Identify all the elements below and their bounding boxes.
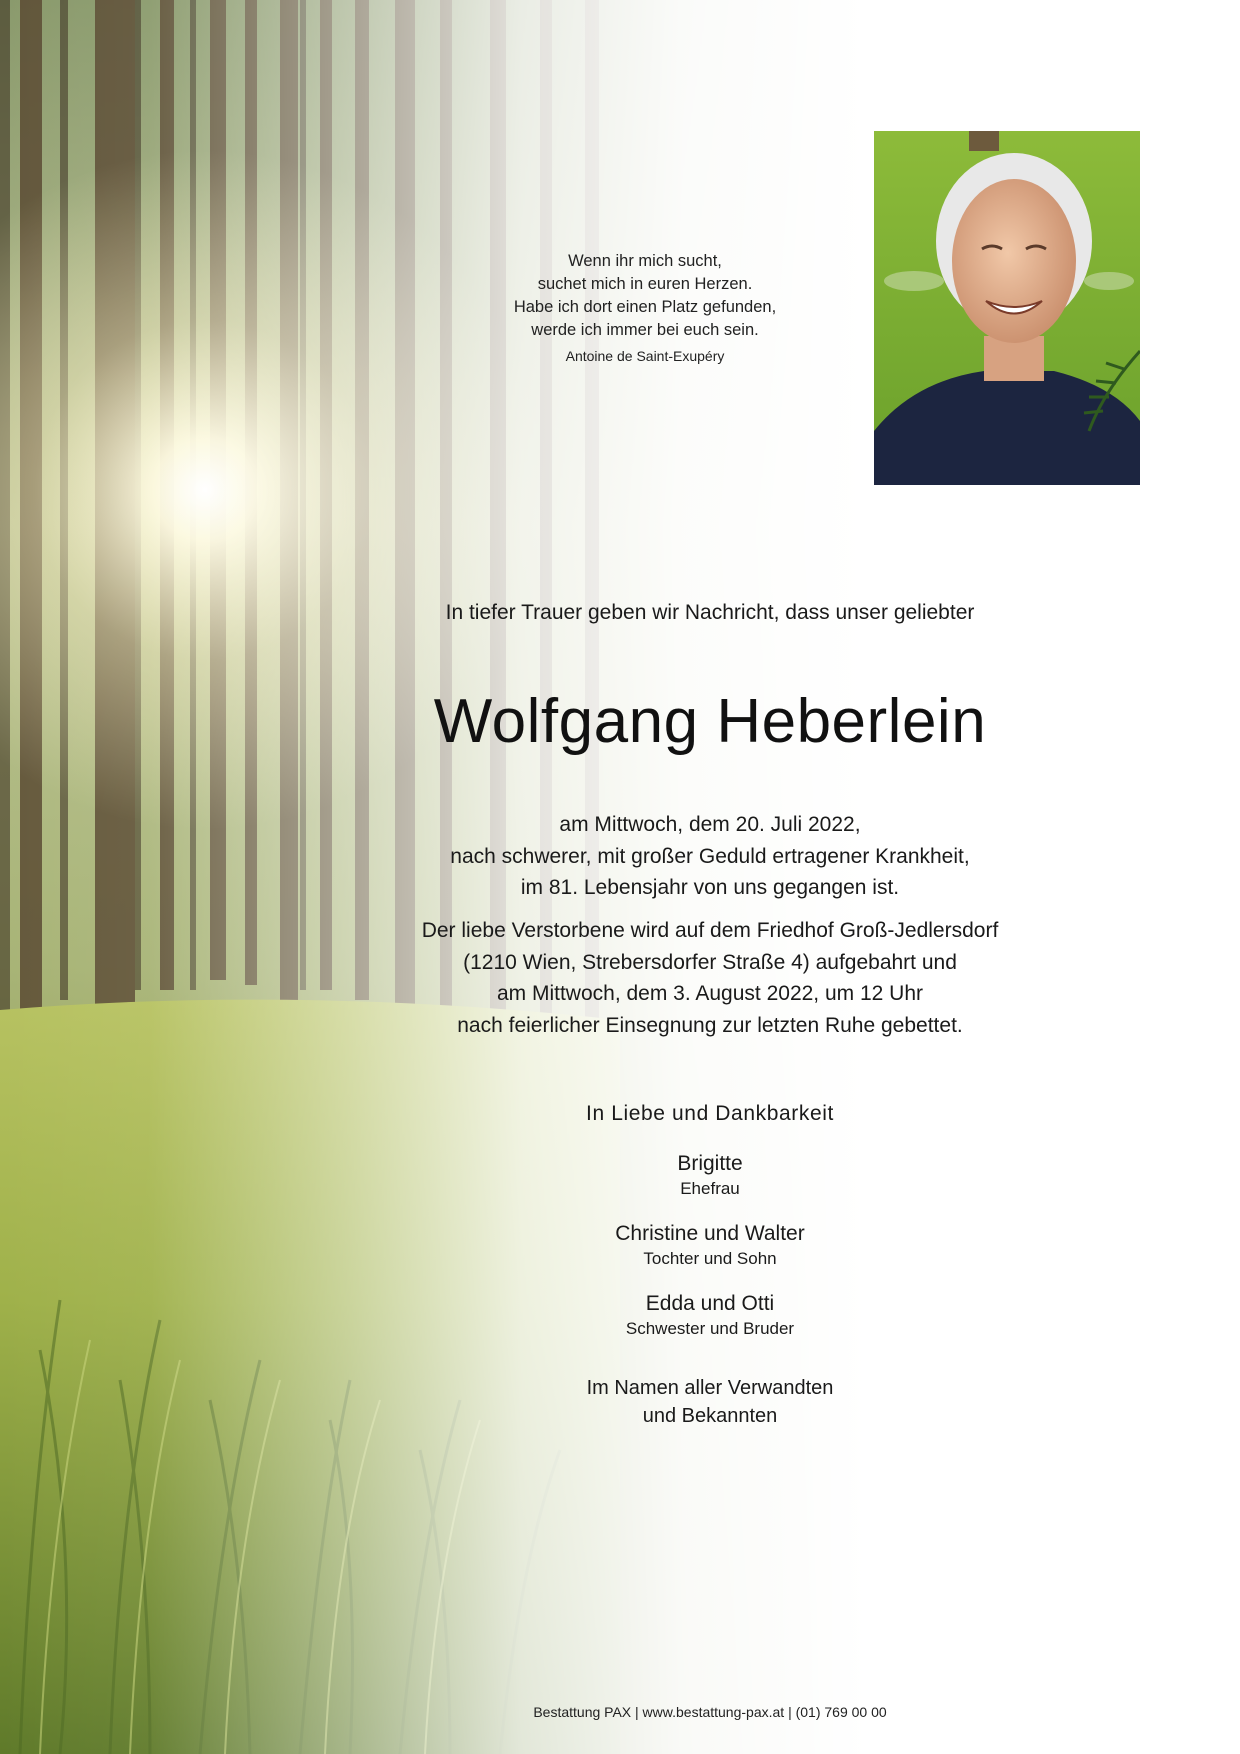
- death-notice-paragraph: [300, 809, 1120, 904]
- paragraph-line: am Mittwoch, dem 20. Juli 2022,: [559, 813, 861, 836]
- paragraph-line: am Mittwoch, dem 3. August 2022, um 12 Uhr: [496, 982, 924, 1005]
- mourner-name: Edda und Otti: [645, 1292, 775, 1315]
- intro-text: In tiefer Trauer geben wir Nachricht, dass unser geliebter: [445, 601, 975, 624]
- mourner-role: Ehefrau: [680, 1179, 740, 1198]
- quote-line: suchet mich in euren Herzen.: [537, 275, 753, 293]
- mourner-item: [300, 1220, 1120, 1270]
- paragraph-line: nach feierlicher Einsegnung zur letzten Ruhe gebettet.: [457, 1013, 963, 1037]
- quote-author: Antoine de Saint-Exupéry: [565, 348, 725, 364]
- paragraph-line: nach schwerer, mit großer Geduld ertragener Krankheit,: [450, 844, 970, 868]
- deceased-name: Wolfgang Heberlein: [433, 687, 987, 756]
- paragraph-line: Der liebe Verstorbene wird auf dem Friedhof Groß-Jedlersdorf: [421, 919, 999, 942]
- mourner-item: [300, 1290, 1120, 1340]
- relatives-line: und Bekannten: [642, 1405, 778, 1427]
- quote-line: werde ich immer bei euch sein.: [531, 321, 759, 339]
- relatives-text: [300, 1374, 1120, 1430]
- paragraph-line: (1210 Wien, Strebersdorfer Straße 4) aufgebahrt und: [463, 950, 957, 974]
- thanks-heading: In Liebe und Dankbarkeit: [586, 1102, 834, 1125]
- quote-line: Habe ich dort einen Platz gefunden,: [513, 298, 777, 316]
- footer-funeral-home: Bestattung PAX | www.bestattung-pax.at | (01) 769 00 00: [533, 1704, 887, 1720]
- funeral-info-paragraph: [300, 915, 1120, 1041]
- portrait-photo: [874, 131, 1140, 485]
- mourner-name: Christine und Walter: [615, 1222, 805, 1245]
- mourner-role: Tochter und Sohn: [643, 1249, 777, 1268]
- mourner-item: [300, 1150, 1120, 1200]
- mourner-role: Schwester und Bruder: [625, 1319, 795, 1338]
- paragraph-line: im 81. Lebensjahr von uns gegangen ist.: [520, 876, 900, 899]
- mourners-list: [300, 1150, 1120, 1360]
- relatives-line: Im Namen aller Verwandten: [586, 1377, 834, 1399]
- mourner-name: Brigitte: [677, 1152, 743, 1175]
- quote-block: [450, 250, 840, 366]
- quote-line: Wenn ihr mich sucht,: [568, 252, 722, 270]
